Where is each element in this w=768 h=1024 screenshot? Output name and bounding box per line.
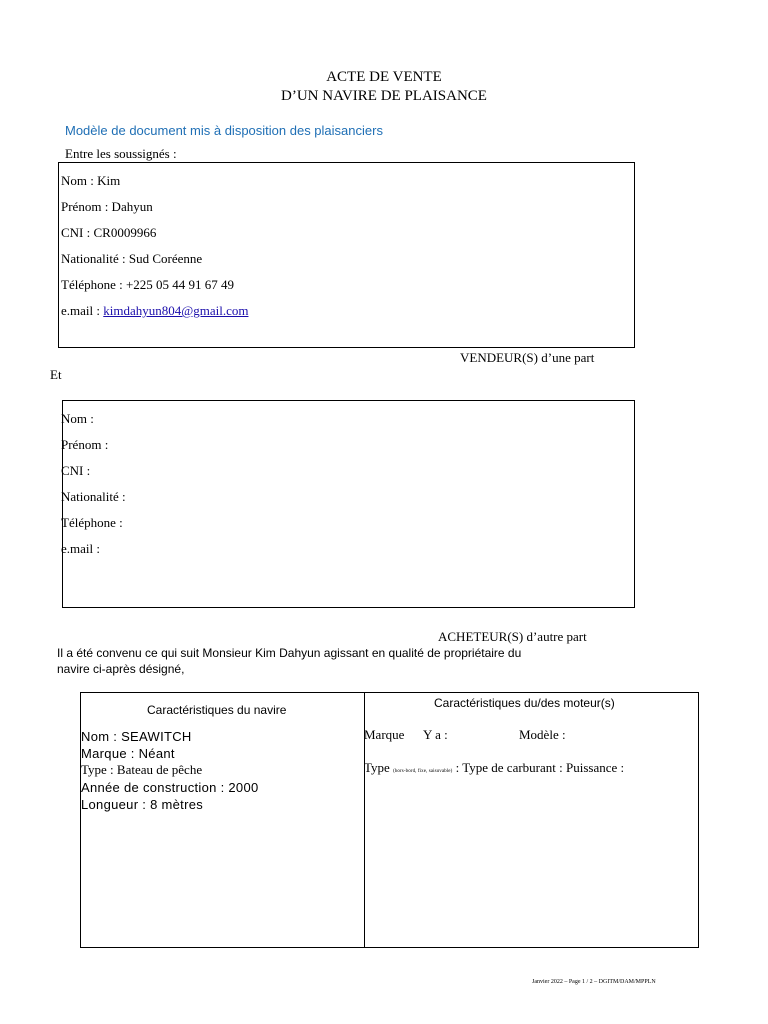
engine-type-label: Type: [364, 760, 390, 775]
engine-modele: Modèle :: [519, 727, 566, 742]
intro-text: Entre les soussignés :: [65, 146, 177, 161]
document-title-line1: ACTE DE VENTE: [326, 69, 442, 85]
seller-nom: Nom : Kim: [61, 173, 121, 188]
seller-email-label: e.mail :: [61, 303, 104, 318]
buyer-box: [62, 400, 635, 608]
seller-email-link[interactable]: kimdahyun804@gmail.com: [103, 303, 249, 318]
buyer-nationalite: Nationalité :: [61, 489, 126, 504]
vessel-type: Type : Bateau de pêche: [81, 762, 203, 777]
seller-telephone: Téléphone : +225 05 44 91 67 49: [61, 277, 235, 292]
vessel-annee: Année de construction : 2000: [81, 780, 259, 795]
convention-line1: Il a été convenu ce qui suit Monsieur Kim Dahyun agissant en qualité de propriétaire du: [57, 646, 522, 660]
document-title-line2: D’UN NAVIRE DE PLAISANCE: [281, 88, 487, 104]
seller-cni: CNI : CR0009966: [61, 225, 157, 240]
document-subtitle: Modèle de document mis à disposition des plaisanciers: [65, 123, 383, 138]
buyer-telephone: Téléphone :: [61, 515, 123, 530]
buyer-cni: CNI :: [61, 463, 91, 478]
vessel-longueur: Longueur : 8 mètres: [81, 797, 204, 812]
seller-nationalite: Nationalité : Sud Coréenne: [61, 251, 203, 266]
engine-ya: Y a :: [423, 727, 448, 742]
engine-header: Caractéristiques du/des moteur(s): [434, 696, 615, 710]
vessel-nom: Nom : SEAWITCH: [81, 729, 192, 744]
buyer-prenom: Prénom :: [61, 437, 109, 452]
vessel-header: Caractéristiques du navire: [147, 703, 287, 717]
seller-role-label: VENDEUR(S) d’une part: [460, 350, 595, 365]
engine-type-hint: (hors-bord, fixe, saisuvable): [393, 769, 453, 774]
buyer-email: e.mail :: [61, 541, 100, 556]
vessel-marque: Marque : Néant: [81, 746, 175, 761]
convention-line2: navire ci-après désigné,: [57, 662, 185, 676]
seller-box: [58, 162, 635, 348]
buyer-role-label: ACHETEUR(S) d’autre part: [438, 629, 587, 644]
seller-email-row: [61, 303, 248, 319]
buyer-nom: Nom :: [61, 411, 94, 426]
characteristics-table: [80, 692, 699, 948]
page-footer: Janvier 2022 – Page 1 / 2 – DGITM/DAM/MPPLN: [532, 979, 656, 985]
engine-marque: Marque: [364, 727, 405, 742]
and-label: Et: [50, 367, 62, 382]
engine-type-row: [364, 760, 624, 780]
seller-prenom: Prénom : Dahyun: [61, 199, 153, 214]
engine-type-rest: : Type de carburant : Puissance :: [452, 760, 625, 775]
